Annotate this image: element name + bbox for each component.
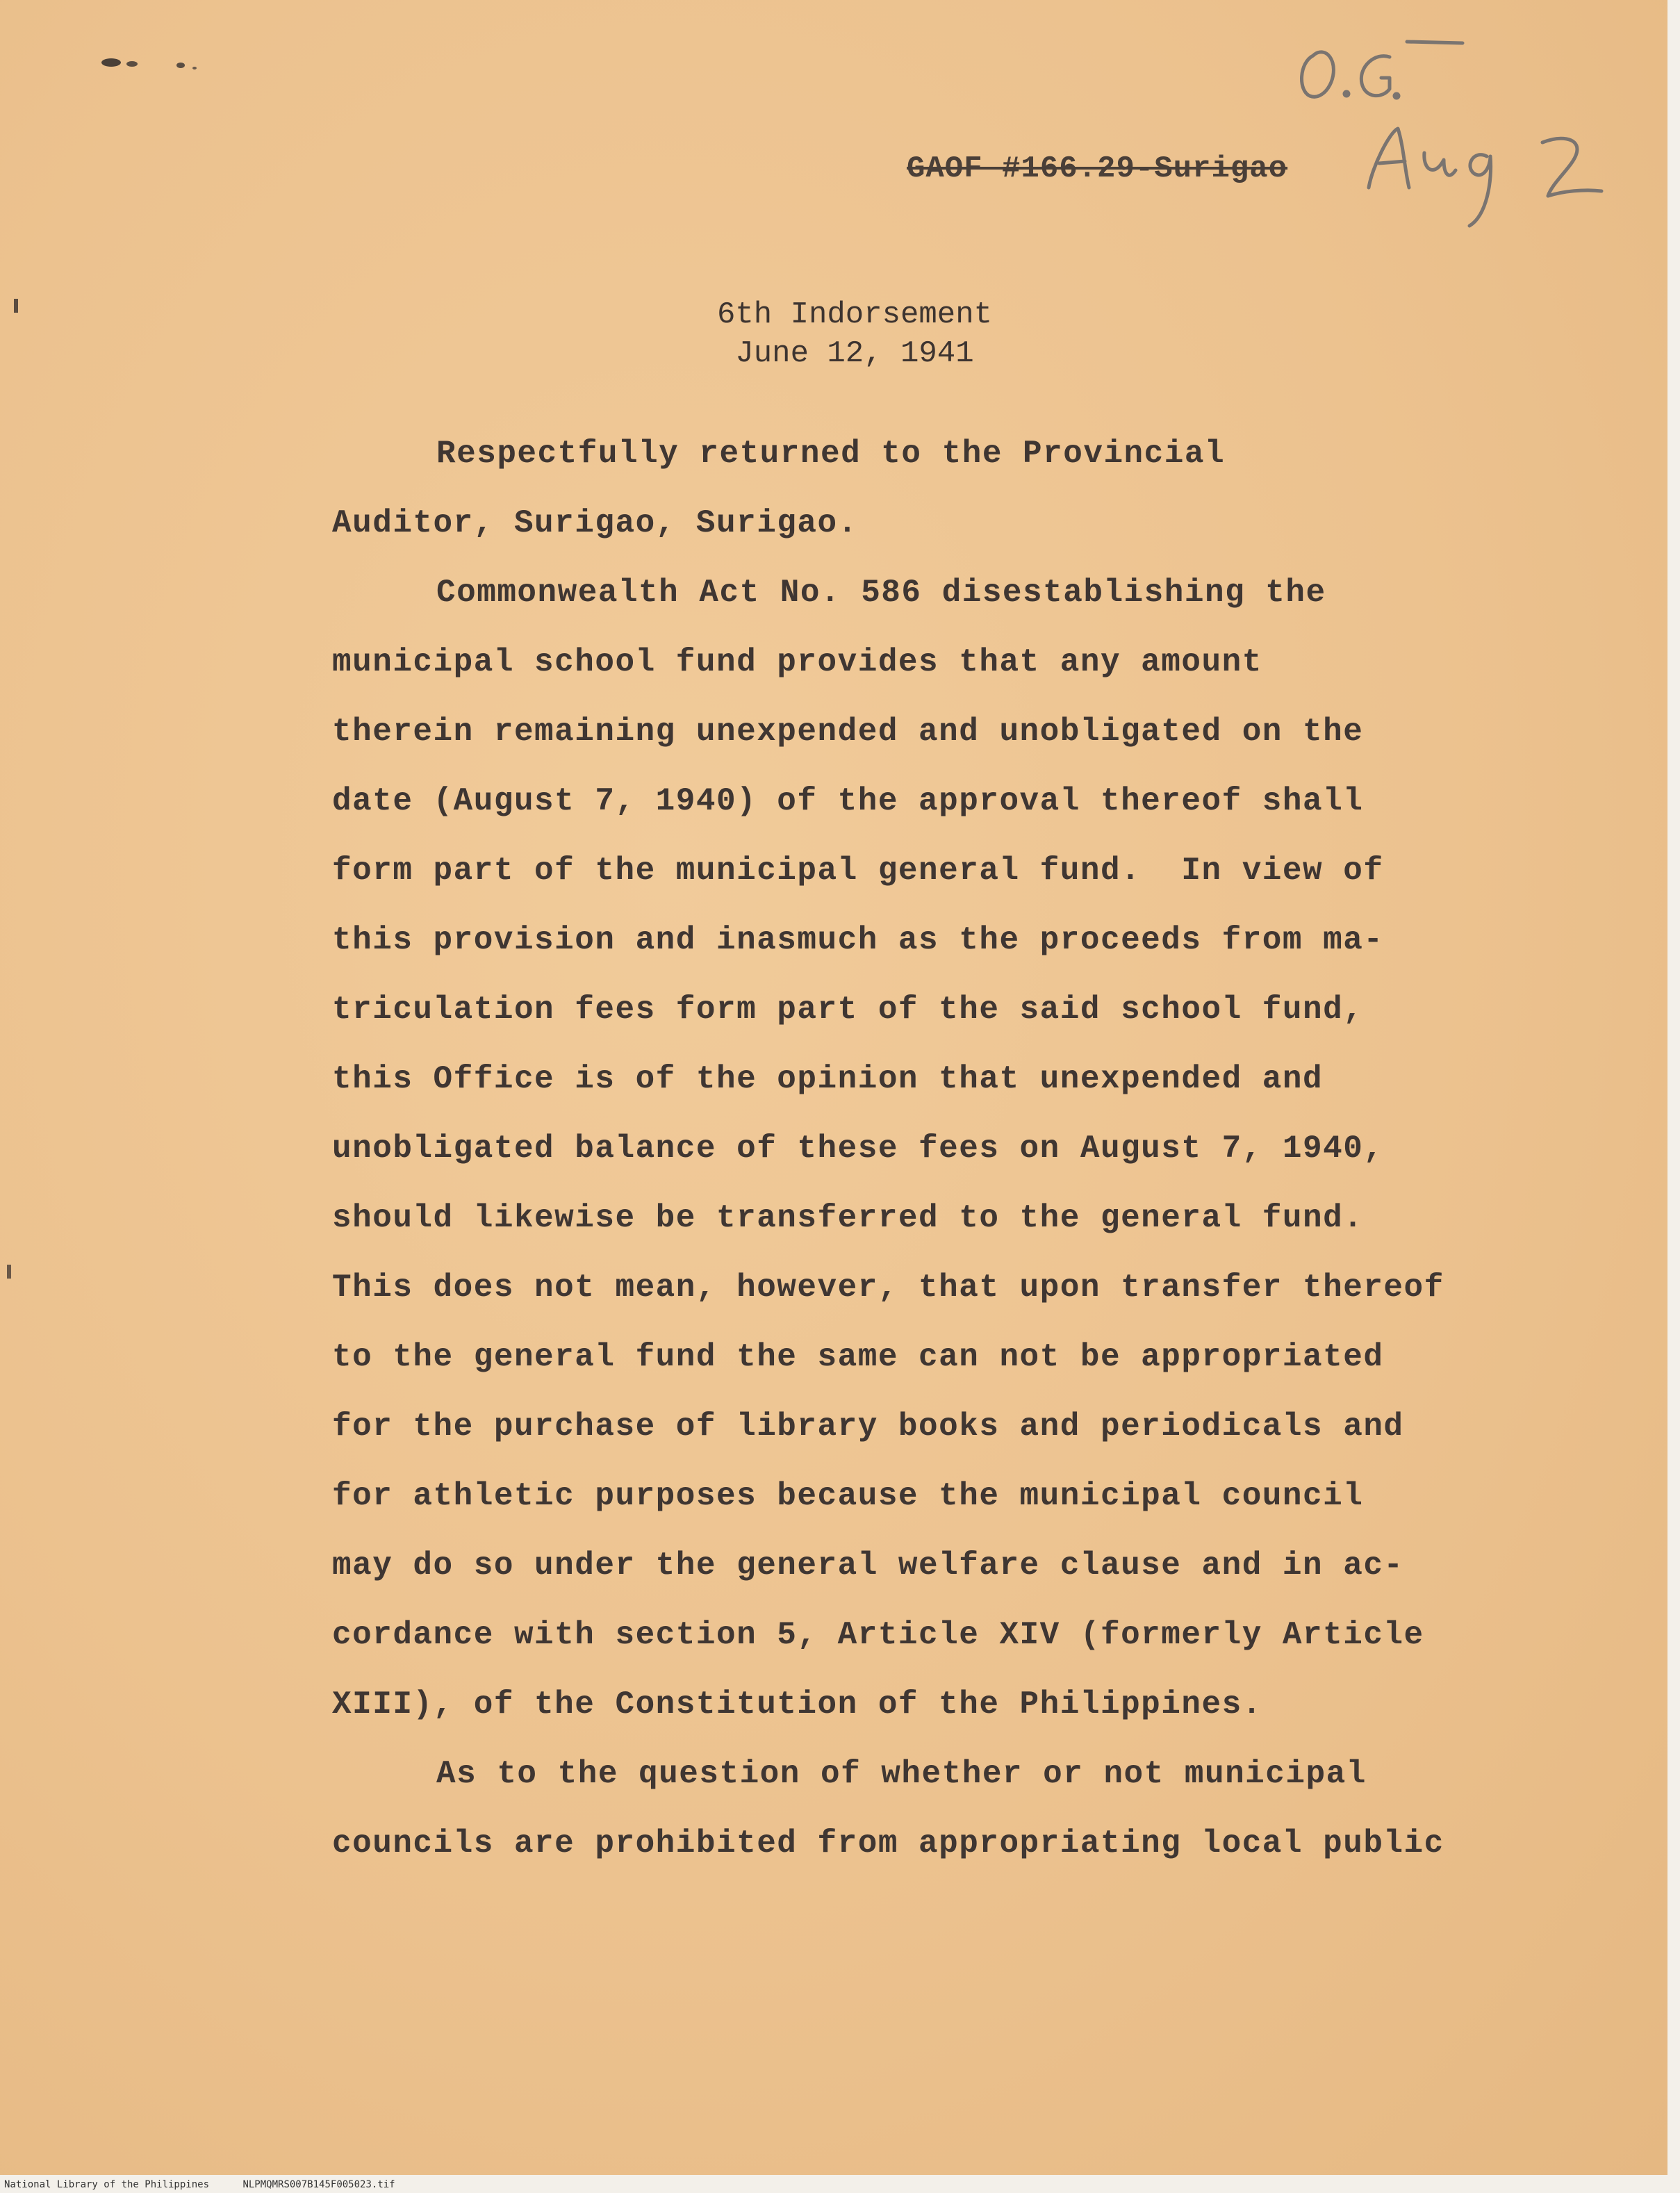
text-line: should likewise be transferred to the general fund. bbox=[332, 1200, 1364, 1236]
footer-file-id: NLPMQMRS007B145F005023.tif bbox=[242, 2179, 395, 2190]
text-line: Respectfully returned to the Provincial bbox=[436, 436, 1226, 472]
indorsement-title: 6th Indorsement bbox=[716, 297, 993, 332]
handwritten-note bbox=[1285, 14, 1647, 236]
text-line: this Office is of the opinion that unexpended and bbox=[332, 1061, 1324, 1097]
text-line: for athletic purposes because the municipal council bbox=[332, 1478, 1364, 1514]
text-line: to the general fund the same can not be appropriated bbox=[332, 1339, 1384, 1375]
file-reference: GAOF #166.29-Surigao bbox=[907, 151, 1288, 186]
indorsement-date: June 12, 1941 bbox=[735, 336, 974, 371]
text-line: form part of the municipal general fund. In view of bbox=[332, 853, 1384, 889]
text-line: therein remaining unexpended and unobligated on the bbox=[332, 714, 1364, 750]
indorsement-heading bbox=[625, 295, 1084, 373]
text-line: triculation fees form part of the said school fund, bbox=[332, 992, 1364, 1028]
text-line: councils are prohibited from appropriating local public bbox=[332, 1825, 1444, 1862]
text-line: may do so under the general welfare clause and in ac- bbox=[332, 1547, 1404, 1584]
text-line: As to the question of whether or not municipal bbox=[436, 1756, 1367, 1792]
text-line: for the purchase of library books and periodicals and bbox=[332, 1408, 1404, 1445]
scan-footer bbox=[0, 2176, 1680, 2193]
text-line: this provision and inasmuch as the proceeds from ma- bbox=[332, 922, 1384, 958]
text-line: Auditor, Surigao, Surigao. bbox=[332, 505, 858, 541]
paper-stain bbox=[90, 49, 229, 76]
text-line: unobligated balance of these fees on August 7, 1940, bbox=[332, 1131, 1384, 1167]
text-line: This does not mean, however, that upon transfer thereof bbox=[332, 1270, 1444, 1306]
text-line: XIII), of the Constitution of the Philippines. bbox=[332, 1686, 1262, 1723]
document-body bbox=[332, 429, 1499, 1889]
margin-mark bbox=[7, 1265, 11, 1279]
text-line: date (August 7, 1940) of the approval thereof shall bbox=[332, 783, 1364, 819]
margin-mark bbox=[14, 299, 18, 313]
text-line: cordance with section 5, Article XIV (formerly Article bbox=[332, 1617, 1424, 1653]
text-line: Commonwealth Act No. 586 disestablishing the bbox=[436, 575, 1326, 611]
text-line: municipal school fund provides that any amount bbox=[332, 644, 1262, 680]
footer-library: National Library of the Philippines bbox=[4, 2179, 210, 2190]
